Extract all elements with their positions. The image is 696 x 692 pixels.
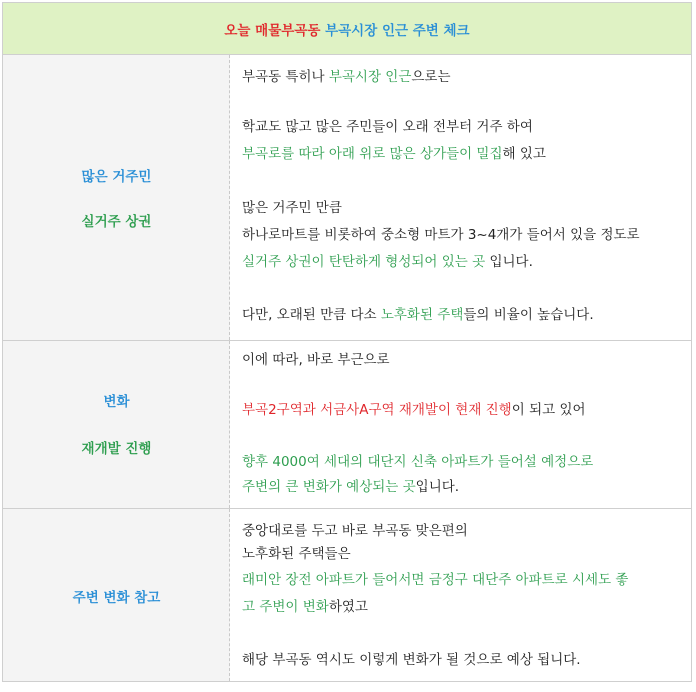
header-text-3: 부곡시장 인근 주변 체크 — [320, 22, 470, 39]
text-span: 노후화된 주택들은 — [242, 546, 351, 562]
text-span-highlight: 부곡시장 인근 — [328, 69, 412, 85]
table-header — [3, 3, 691, 55]
content-line — [242, 67, 451, 87]
text-span: 해당 부곡동 역시도 이렇게 변화가 될 것으로 예상 됩니다. — [242, 652, 581, 668]
label-cell — [3, 341, 230, 508]
label-cell — [3, 509, 230, 681]
text-span: 들의 비율이 높습니다. — [463, 307, 594, 323]
text-span: 부곡동 특히나 — [242, 69, 329, 85]
text-span: 하나로마트를 비롯하여 중소형 마트가 3~4개가 들어서 있을 정도로 — [242, 227, 640, 243]
content-line — [242, 597, 368, 617]
content-line — [242, 144, 546, 164]
text-span: 중앙대로를 두고 바로 부곡동 맞은편의 — [242, 523, 468, 539]
text-span-highlight: 주변의 큰 변화가 예상되는 곳 — [242, 479, 416, 495]
row-label-3: 주변 변화 참고 — [72, 590, 161, 606]
label-cell — [3, 55, 230, 340]
content-cell — [230, 341, 691, 508]
content-line — [242, 650, 581, 670]
text-span: 학교도 많고 많은 주민들이 오래 전부터 거주 하여 — [242, 119, 533, 135]
row-label-2b: 재개발 진행 — [81, 441, 152, 457]
content-line — [242, 305, 594, 325]
text-span: 이에 따라, 바로 부근으로 — [242, 352, 390, 368]
text-span-highlight: 부곡로를 따라 아래 위로 많은 상가들이 밀집 — [242, 146, 503, 162]
content-line — [242, 570, 628, 590]
content-cell — [230, 509, 691, 681]
content-line — [242, 521, 468, 541]
text-span: 입니다. — [415, 479, 460, 495]
row-label-1a: 많은 거주민 — [81, 169, 152, 185]
text-span-highlight: 노후화된 주택 — [380, 307, 464, 323]
text-span: 하였고 — [328, 599, 368, 615]
text-span-highlight: 향후 4000여 세대의 대단지 신축 아파트가 들어설 예정으로 — [242, 454, 594, 470]
text-span: 으로는 — [411, 69, 451, 85]
table-row-redevelopment — [3, 341, 691, 509]
text-span-highlight: 래미안 장전 아파트가 들어서면 금정구 대단주 아파트로 시세도 좋 — [242, 572, 629, 588]
content-line — [242, 252, 533, 272]
content-cell — [230, 55, 691, 340]
content-line — [242, 400, 586, 420]
table-row-surroundings — [3, 509, 691, 681]
text-span: 해 있고 — [502, 146, 546, 162]
content-line — [242, 225, 640, 245]
text-span-highlight: 실거주 상권이 탄탄하게 형성되어 있는 곳 — [242, 254, 486, 270]
text-span: 입니다. — [485, 254, 533, 270]
table-row-residents — [3, 55, 691, 341]
content-line — [242, 477, 459, 497]
text-span: 이 되고 있어 — [511, 402, 586, 418]
content-line — [242, 198, 342, 218]
row-label-1b: 실거주 상권 — [81, 214, 152, 230]
header-text-2: 부곡동 — [281, 22, 321, 39]
content-line — [242, 117, 533, 137]
text-span-highlight: 부곡2구역과 서금사A구역 재개발이 현재 진행 — [242, 402, 512, 418]
content-line — [242, 544, 351, 564]
content-line — [242, 452, 593, 472]
text-span: 다만, 오래된 만큼 다소 — [242, 307, 381, 323]
content-line — [242, 350, 390, 370]
info-table — [2, 2, 692, 682]
text-span-highlight: 고 주변이 변화 — [242, 599, 329, 615]
text-span: 많은 거주민 만큼 — [242, 200, 342, 216]
header-text-1: 오늘 매물 — [224, 22, 282, 39]
row-label-2a: 변화 — [103, 394, 130, 410]
